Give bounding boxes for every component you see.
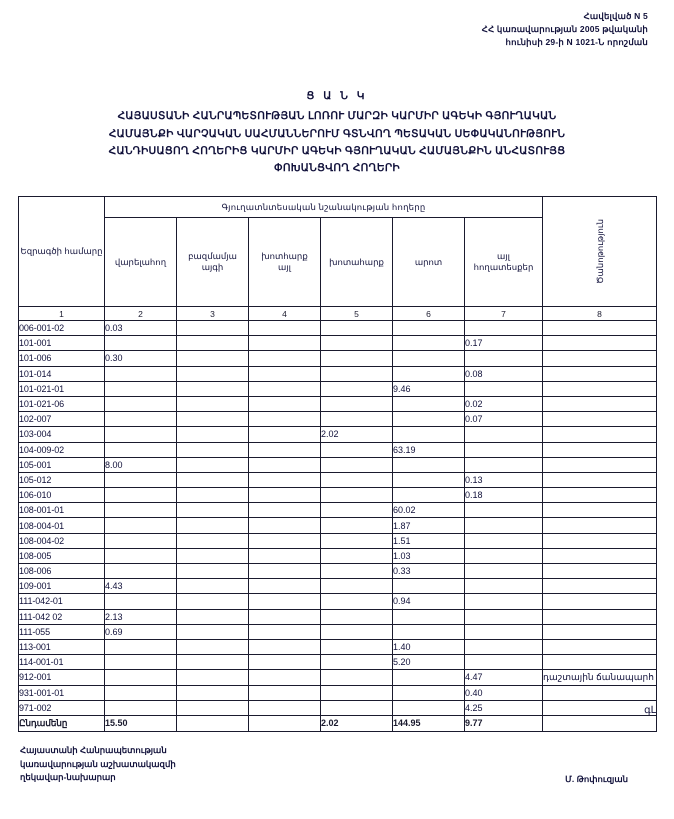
cell-note: [543, 381, 657, 396]
cell-note: դաշտային ճանապարհ: [543, 670, 657, 685]
header-perennial-line1: բազմամյա: [188, 251, 237, 262]
cell-pasture: [321, 503, 393, 518]
cell-other: [465, 381, 543, 396]
cell-hayfield: [249, 564, 321, 579]
cell-perennial: [177, 503, 249, 518]
cell-meadow: 1.03: [393, 548, 465, 563]
cell-arable: 0.30: [105, 351, 177, 366]
signature-line-1: Հայաստանի Հանրապետության: [20, 745, 167, 756]
total-pasture: 2.02: [321, 715, 393, 731]
cell-hayfield: [249, 412, 321, 427]
cell-other: [465, 624, 543, 639]
cell-perennial: [177, 700, 249, 715]
numcol-8: 8: [543, 307, 657, 321]
cell-hayfield: [249, 366, 321, 381]
total-other: 9.77: [465, 715, 543, 731]
cell-pasture: [321, 533, 393, 548]
cell-note: [543, 655, 657, 670]
cell-other: [465, 503, 543, 518]
cell-code: 108-004-02: [19, 533, 105, 548]
signature-title-block: [20, 744, 176, 785]
table-row: [19, 594, 657, 609]
cell-arable: [105, 670, 177, 685]
cell-meadow: [393, 472, 465, 487]
cell-meadow: [393, 396, 465, 411]
cell-perennial: [177, 670, 249, 685]
header-hayfield-line1: խոտհարք: [261, 251, 308, 262]
title-line-2: ՀԱՄԱՅՆՔԻ ՎԱՐՉԱԿԱՆ ՍԱՀՄԱՆՆԵՐՈՒՄ ԳՏՆՎՈՂ ՊԵՏԱԿԱՆ ՍԵՓԱԿԱՆՈՒԹՅՈՒՆ: [108, 127, 566, 140]
page-title: Ց Ա Ն Կ: [306, 90, 368, 102]
cell-arable: [105, 336, 177, 351]
cell-meadow: [393, 336, 465, 351]
total-meadow: 144.95: [393, 715, 465, 731]
cell-other: [465, 351, 543, 366]
numcol-6: 6: [393, 307, 465, 321]
cell-perennial: [177, 396, 249, 411]
cell-other: [465, 321, 543, 336]
cell-code: 101-021-06: [19, 396, 105, 411]
cell-arable: [105, 381, 177, 396]
table-row: [19, 639, 657, 654]
cell-meadow: 5.20: [393, 655, 465, 670]
cell-note: [543, 412, 657, 427]
table-row: [19, 670, 657, 685]
cell-arable: 4.43: [105, 579, 177, 594]
cell-hayfield: [249, 472, 321, 487]
cell-arable: 2.13: [105, 609, 177, 624]
cell-other: [465, 594, 543, 609]
cell-other: 0.02: [465, 396, 543, 411]
cell-pasture: [321, 594, 393, 609]
cell-hayfield: [249, 579, 321, 594]
cell-pasture: 2.02: [321, 427, 393, 442]
cell-pasture: [321, 624, 393, 639]
cell-meadow: 60.02: [393, 503, 465, 518]
table-row: [19, 700, 657, 715]
cell-hayfield: [249, 351, 321, 366]
cell-perennial: [177, 639, 249, 654]
cell-code: 108-005: [19, 548, 105, 563]
cell-code: 101-021-01: [19, 381, 105, 396]
header-other-line2: հողատեսքեր: [473, 262, 534, 272]
cell-pasture: [321, 564, 393, 579]
cell-code: 101-014: [19, 366, 105, 381]
cell-other: 0.40: [465, 685, 543, 700]
table-row: [19, 564, 657, 579]
header-agricultural-group: Գյուղատնտեսական նշանակության հողերը: [105, 197, 543, 218]
cell-other: [465, 639, 543, 654]
cell-hayfield: [249, 670, 321, 685]
cell-hayfield: [249, 655, 321, 670]
handwritten-stamp: գԼ: [644, 705, 656, 716]
cell-hayfield: [249, 685, 321, 700]
cell-code: 105-001: [19, 457, 105, 472]
cell-note: [543, 427, 657, 442]
cell-pasture: [321, 700, 393, 715]
cell-other: [465, 427, 543, 442]
cell-pasture: [321, 609, 393, 624]
table-row: [19, 624, 657, 639]
cell-note: [543, 518, 657, 533]
header-notes-label: Ծանոթություն: [594, 219, 605, 284]
cell-hayfield: [249, 321, 321, 336]
cell-other: 0.08: [465, 366, 543, 381]
title-line-4: ՓՈԽԱՆՑՎՈՂ ՀՈՂԵՐԻ: [274, 162, 400, 175]
cell-arable: 8.00: [105, 457, 177, 472]
cell-perennial: [177, 548, 249, 563]
cell-arable: [105, 594, 177, 609]
cell-pasture: [321, 396, 393, 411]
header-code-line2: համարը: [64, 246, 103, 257]
header-code: [19, 197, 105, 307]
cell-pasture: [321, 655, 393, 670]
cell-pasture: [321, 381, 393, 396]
cell-code: 931-001-01: [19, 685, 105, 700]
cell-code: 006-001-02: [19, 321, 105, 336]
signatory-name: Մ. Թոփուզյան: [565, 774, 628, 784]
cell-other: 0.17: [465, 336, 543, 351]
table-total-row: [19, 715, 657, 731]
header-hayfield: [249, 218, 321, 307]
cell-pasture: [321, 579, 393, 594]
cell-code: 108-001-01: [19, 503, 105, 518]
cell-note: [543, 488, 657, 503]
signature-line-3: ղեկավար-նախարար: [20, 772, 116, 783]
numcol-2: 2: [105, 307, 177, 321]
cell-other: 4.25: [465, 700, 543, 715]
cell-arable: [105, 442, 177, 457]
cell-meadow: [393, 685, 465, 700]
cell-pasture: [321, 321, 393, 336]
cell-hayfield: [249, 533, 321, 548]
cell-other: 4.47: [465, 670, 543, 685]
cell-note: [543, 685, 657, 700]
header-notes: [543, 197, 657, 307]
cell-note: [543, 472, 657, 487]
cell-code: 104-009-02: [19, 442, 105, 457]
header-hayfield-line2: այլ: [278, 262, 291, 272]
cell-perennial: [177, 321, 249, 336]
cell-note: [543, 336, 657, 351]
cell-other: [465, 518, 543, 533]
cell-arable: [105, 488, 177, 503]
cell-pasture: [321, 457, 393, 472]
cell-pasture: [321, 685, 393, 700]
cell-hayfield: [249, 700, 321, 715]
table-row: [19, 503, 657, 518]
cell-code: 111-055: [19, 624, 105, 639]
cell-note: [543, 624, 657, 639]
table-row: [19, 336, 657, 351]
cell-hayfield: [249, 609, 321, 624]
cell-hayfield: [249, 442, 321, 457]
cell-perennial: [177, 579, 249, 594]
cell-arable: [105, 472, 177, 487]
cell-code: 111-042-01: [19, 594, 105, 609]
signature-line-2: կառավարության աշխատակազմի: [20, 758, 176, 769]
cell-code: 113-001: [19, 639, 105, 654]
cell-perennial: [177, 442, 249, 457]
cell-arable: [105, 700, 177, 715]
cell-pasture: [321, 548, 393, 563]
cell-other: [465, 579, 543, 594]
cell-arable: [105, 427, 177, 442]
table-number-row: [19, 307, 657, 321]
cell-other: 0.18: [465, 488, 543, 503]
cell-note: [543, 366, 657, 381]
cell-code: 971-002: [19, 700, 105, 715]
cell-note: [543, 396, 657, 411]
table-row: [19, 351, 657, 366]
table-row: [19, 427, 657, 442]
cell-note: [543, 533, 657, 548]
header-other-line1: այլ: [497, 251, 510, 262]
numcol-7: 7: [465, 307, 543, 321]
table-row: [19, 321, 657, 336]
table-row: [19, 412, 657, 427]
cell-pasture: [321, 336, 393, 351]
table-row: [19, 442, 657, 457]
cell-hayfield: [249, 488, 321, 503]
cell-note: [543, 457, 657, 472]
cell-other: [465, 655, 543, 670]
document-reference-block: [482, 10, 648, 50]
cell-other: [465, 457, 543, 472]
cell-pasture: [321, 412, 393, 427]
cell-hayfield: [249, 518, 321, 533]
total-arable: 15.50: [105, 715, 177, 731]
cell-pasture: [321, 670, 393, 685]
cell-perennial: [177, 564, 249, 579]
cell-hayfield: [249, 624, 321, 639]
cell-hayfield: [249, 548, 321, 563]
cell-meadow: [393, 670, 465, 685]
total-label: Ընդամենը: [19, 715, 105, 731]
cell-code: 101-001: [19, 336, 105, 351]
header-pasture: խոտահարք: [321, 218, 393, 307]
cell-other: [465, 564, 543, 579]
cell-pasture: [321, 351, 393, 366]
cell-arable: [105, 366, 177, 381]
cell-meadow: [393, 609, 465, 624]
cell-pasture: [321, 518, 393, 533]
total-note: [543, 715, 657, 731]
cell-note: [543, 321, 657, 336]
cell-note: [543, 579, 657, 594]
cell-meadow: 1.51: [393, 533, 465, 548]
land-allocation-table: [18, 196, 657, 732]
numcol-4: 4: [249, 307, 321, 321]
cell-code: 109-001: [19, 579, 105, 594]
cell-hayfield: [249, 457, 321, 472]
cell-arable: [105, 685, 177, 700]
numcol-5: 5: [321, 307, 393, 321]
numcol-3: 3: [177, 307, 249, 321]
cell-arable: 0.03: [105, 321, 177, 336]
cell-meadow: 0.33: [393, 564, 465, 579]
header-code-line1: Եզրագծի: [20, 246, 63, 257]
cell-pasture: [321, 366, 393, 381]
cell-meadow: [393, 457, 465, 472]
header-other: [465, 218, 543, 307]
table-row: [19, 488, 657, 503]
cell-arable: [105, 564, 177, 579]
cell-pasture: [321, 488, 393, 503]
cell-code: 108-006: [19, 564, 105, 579]
document-title-block: [0, 88, 674, 178]
cell-meadow: [393, 351, 465, 366]
table-row: [19, 609, 657, 624]
cell-meadow: [393, 624, 465, 639]
cell-pasture: [321, 472, 393, 487]
total-perennial: [177, 715, 249, 731]
cell-meadow: [393, 321, 465, 336]
cell-perennial: [177, 366, 249, 381]
cell-arable: [105, 396, 177, 411]
cell-code: 102-007: [19, 412, 105, 427]
cell-hayfield: [249, 427, 321, 442]
cell-other: [465, 609, 543, 624]
table-row: [19, 381, 657, 396]
cell-perennial: [177, 472, 249, 487]
cell-meadow: 9.46: [393, 381, 465, 396]
cell-meadow: [393, 427, 465, 442]
cell-note: [543, 351, 657, 366]
title-line-3: ՀԱՆԴԻՍԱՑՈՂ ՀՈՂԵՐԻՑ ԿԱՐՄԻՐ ԱԳԵԿԻ ԳՅՈՒՂԱԿԱՆ ՀԱՄԱՅՆՔԻՆ ԱՆՀԱՏՈՒՅՑ: [108, 144, 566, 157]
cell-hayfield: [249, 336, 321, 351]
header-perennial: [177, 218, 249, 307]
cell-perennial: [177, 351, 249, 366]
cell-code: 912-001: [19, 670, 105, 685]
header-meadow: արոտ: [393, 218, 465, 307]
table-group-header-row: [19, 197, 657, 218]
government-decision-line1: ՀՀ կառավարության 2005 թվականի: [481, 24, 648, 35]
cell-meadow: [393, 579, 465, 594]
cell-other: [465, 548, 543, 563]
cell-code: 103-004: [19, 427, 105, 442]
land-table-container: [18, 196, 656, 732]
table-row: [19, 655, 657, 670]
table-row: [19, 457, 657, 472]
cell-perennial: [177, 594, 249, 609]
cell-hayfield: [249, 396, 321, 411]
cell-note: [543, 564, 657, 579]
cell-hayfield: [249, 639, 321, 654]
cell-perennial: [177, 457, 249, 472]
cell-other: [465, 533, 543, 548]
annex-number: Հավելված N 5: [583, 11, 648, 21]
table-row: [19, 518, 657, 533]
cell-arable: [105, 548, 177, 563]
cell-arable: 0.69: [105, 624, 177, 639]
cell-meadow: [393, 412, 465, 427]
cell-meadow: 1.87: [393, 518, 465, 533]
header-arable: վարելահող: [105, 218, 177, 307]
cell-meadow: 63.19: [393, 442, 465, 457]
cell-perennial: [177, 655, 249, 670]
cell-note: [543, 609, 657, 624]
cell-code: 106-010: [19, 488, 105, 503]
cell-arable: [105, 518, 177, 533]
cell-note: [543, 639, 657, 654]
cell-perennial: [177, 427, 249, 442]
cell-note: [543, 503, 657, 518]
cell-note: [543, 442, 657, 457]
table-row: [19, 472, 657, 487]
cell-pasture: [321, 442, 393, 457]
table-row: [19, 533, 657, 548]
table-row: [19, 548, 657, 563]
cell-perennial: [177, 685, 249, 700]
cell-code: 101-006: [19, 351, 105, 366]
cell-arable: [105, 655, 177, 670]
cell-perennial: [177, 488, 249, 503]
cell-other: 0.13: [465, 472, 543, 487]
total-hayfield: [249, 715, 321, 731]
table-row: [19, 685, 657, 700]
cell-perennial: [177, 412, 249, 427]
title-line-1: ՀԱՅԱՍՏԱՆԻ ՀԱՆՐԱՊԵՏՈՒԹՅԱՆ ԼՈՌՈՒ ՄԱՐԶԻ ԿԱՐՄԻՐ ԱԳԵԿԻ ԳՅՈՒՂԱԿԱՆ: [117, 110, 557, 123]
cell-perennial: [177, 336, 249, 351]
cell-code: 108-004-01: [19, 518, 105, 533]
table-row: [19, 579, 657, 594]
government-decision-line2: հունիսի 29-ի N 1021-Ն որոշման: [505, 37, 648, 48]
cell-hayfield: [249, 381, 321, 396]
cell-code: 111-042 02: [19, 609, 105, 624]
cell-note: [543, 594, 657, 609]
header-perennial-line2: այգի: [201, 262, 224, 272]
cell-other: [465, 442, 543, 457]
cell-pasture: [321, 639, 393, 654]
cell-code: 114-001-01: [19, 655, 105, 670]
cell-meadow: [393, 700, 465, 715]
cell-arable: [105, 533, 177, 548]
cell-perennial: [177, 518, 249, 533]
cell-hayfield: [249, 594, 321, 609]
cell-meadow: 1.40: [393, 639, 465, 654]
cell-meadow: [393, 488, 465, 503]
cell-perennial: [177, 533, 249, 548]
numcol-1: 1: [19, 307, 105, 321]
cell-meadow: [393, 366, 465, 381]
table-row: [19, 396, 657, 411]
cell-meadow: 0.94: [393, 594, 465, 609]
cell-perennial: [177, 381, 249, 396]
cell-perennial: [177, 624, 249, 639]
table-row: [19, 366, 657, 381]
cell-note: [543, 700, 657, 715]
cell-perennial: [177, 609, 249, 624]
cell-arable: [105, 412, 177, 427]
cell-hayfield: [249, 503, 321, 518]
cell-note: [543, 548, 657, 563]
cell-arable: [105, 503, 177, 518]
cell-other: 0.07: [465, 412, 543, 427]
cell-arable: [105, 639, 177, 654]
cell-code: 105-012: [19, 472, 105, 487]
